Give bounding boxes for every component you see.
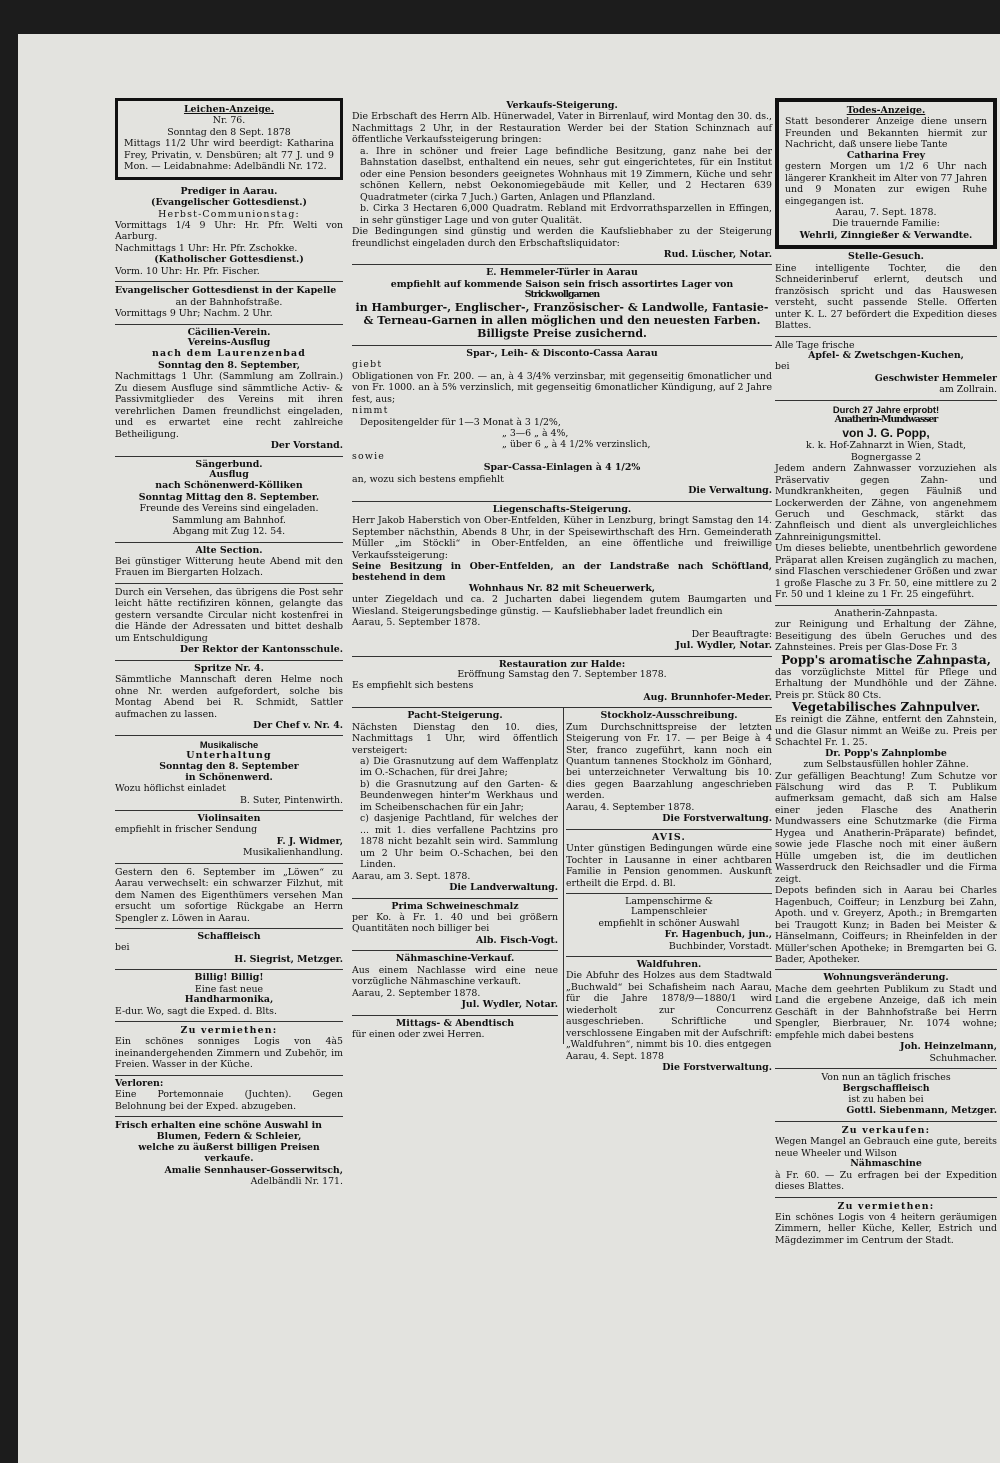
liegen-ad bbox=[352, 502, 772, 657]
naeh-sign: Jul. Wydler, Notar. bbox=[461, 999, 558, 1011]
leichen-no: Nr. 76. bbox=[212, 115, 246, 127]
avis-ad bbox=[566, 830, 772, 894]
wohnung-sign2: Schuhmacher. bbox=[929, 1052, 997, 1064]
evang-line2: Vormittags 9 Uhr; Nachm. 2 Uhr. bbox=[115, 308, 273, 320]
pacht-a: a) Die Grasnutzung auf dem Waffenplatz im O.-Schachen, für drei Jahre; bbox=[360, 756, 558, 779]
saenger-ad bbox=[115, 457, 343, 543]
miethen-title: Zu vermiethen: bbox=[837, 1200, 935, 1212]
stockholz-text: Zum Durchschnittspreise der letzten Steigerung von Fr. 17. — per Beige à 4 Ster, franco zugeführt, kann noch ein Quantum tannenes Stockholz im Gönhard, bei unterzeichneter Verwaltung bis 10. dies gegen Baarzahlung angeschrieben werden. bbox=[566, 721, 772, 802]
kuchen-sign2: am Zollrain. bbox=[939, 384, 997, 396]
wald-text: Die Abfuhr des Holzes aus dem Stadtwald „Buchwald“ bei Schafisheim nach Aarau, für die Jahre 1878/9—1880/1 wird wiederholt zur Concurrenz ausgeschrieben. Schriftliche und verschlossene Eingaben mit der Aufschrift: „Waldfuhren“, nimmt bis 10. dies entgegen bbox=[566, 970, 772, 1051]
liegen-sign0: Der Beauftragte: bbox=[691, 628, 772, 640]
vermieth-title: Zu vermiethen: bbox=[180, 1025, 278, 1036]
verloren-title: Verloren: bbox=[115, 1077, 164, 1089]
anatherin-title: Anatherin-Mundwasser bbox=[834, 414, 938, 426]
avis-text: Unter günstigen Bedingungen würde eine Tochter in Lausanne in einer achtbaren Familie in Pension genommen. Auskunft ertheilt die Erpd. d. Bl. bbox=[566, 843, 772, 889]
todes-place: Aarau, 7. Sept. 1878. bbox=[835, 206, 937, 218]
subcolumn-right bbox=[566, 708, 772, 1077]
todes-text: Statt besonderer Anzeige diene unsern Freunden und Bekannten hiermit zur Nachricht, daß unsere liebe Tante bbox=[785, 116, 987, 151]
liegen-text: Herr Jakob Haberstich von Ober-Entfelden, Küher in Lenzburg, bringt Samstag den 14. September nächsthin, Abends 8 Uhr, in der Speisewirthschaft des Hrn. Gemeinderath Müller „im Stöckli“ in Ober-Entfelden, an eine öffentliche und freiwillige Verkaufssteigerung: bbox=[352, 515, 772, 561]
caecilien-title2: Vereins-Ausflug bbox=[187, 337, 271, 349]
wohnung-ad bbox=[775, 970, 997, 1069]
schwein-sign: Alb. Fisch-Vogt. bbox=[476, 934, 558, 946]
pacht-text: Nächsten Dienstag den 10. dies, Nachmittags 1 Uhr, wird öffentlich versteigert: bbox=[352, 721, 558, 756]
verkaufen-text: Wegen Mangel an Gebrauch eine gute, bereits neue Wheeler und Wilson bbox=[775, 1136, 997, 1159]
spritze-title: Spritze Nr. 4. bbox=[194, 662, 264, 674]
blumen-pre: Frisch erhalten eine schöne Auswahl in bbox=[115, 1120, 322, 1132]
musik-title: Unterhaltung bbox=[186, 749, 272, 761]
musik-date: Sonntag den 8. September bbox=[159, 761, 299, 773]
prediger-line2: Vormittags 1/4 9 Uhr: Hr. Pfr. Welti von Aarburg. bbox=[115, 219, 343, 243]
schwein-ad bbox=[352, 899, 558, 952]
alte-text: Bei günstiger Witterung heute Abend mit den Frauen im Biergarten Holzach. bbox=[115, 556, 343, 579]
column-left bbox=[115, 98, 343, 1192]
subcolumn-left bbox=[352, 708, 564, 1044]
hemmeler-big: Strickwollgarnen bbox=[524, 289, 600, 301]
evang-ad bbox=[115, 282, 343, 324]
stelle-ad bbox=[775, 249, 997, 336]
blumen-text: welche zu äußerst billigen Preisen verkaufe. bbox=[138, 1141, 320, 1165]
verkauf-tail: Die Bedingungen sind günstig und werden die Kaufsliebhaber zu der Steigerung freundlichst eingeladen durch den Erbschaftsliquidator: bbox=[352, 226, 772, 249]
stockholz-place: Aarau, 4. September 1878. bbox=[566, 801, 695, 813]
saenger-title: Sängerbund. bbox=[195, 458, 263, 470]
spritze-text: Sämmtliche Mannschaft deren Helme noch ohne Nr. werden aufgefordert, solche bis Montag Abend bei R. Schmidt, Sattler aufmachen zu lassen. bbox=[115, 674, 343, 720]
prediger-sub2: (Katholischer Gottesdienst.) bbox=[154, 254, 304, 266]
mittag-title: Mittags- & Abendtisch bbox=[395, 1017, 515, 1029]
caecilien-ad bbox=[115, 325, 343, 457]
pacht-b: b) die Grasnutzung auf den Garten- & Beundenwegen hinter'm Werkhaus und im Scheibenschachen für ein Jahr; bbox=[360, 778, 558, 813]
musik-pre: Musikalische bbox=[199, 739, 259, 751]
musik-place: in Schönenwerd. bbox=[185, 771, 273, 783]
liegen-place: Aarau, 5. September 1878. bbox=[352, 617, 481, 629]
kuchen-pre: Alle Tage frische bbox=[775, 339, 855, 351]
berg-title: Bergschaffleisch bbox=[842, 1082, 930, 1094]
violin-text: empfiehlt in frischer Sendung bbox=[115, 824, 258, 836]
violin-sign2: Musikalienhandlung. bbox=[242, 847, 343, 859]
paste-text2: das vorzüglichste Mittel für Pflege und Erhaltung der Mundhöhle und der Zähne. Preis pr. Stück 80 Cts. bbox=[775, 666, 997, 701]
miethen-text: Ein schönes Logis von 4 heitern geräumigen Zimmern, heller Küche, Keller, Estrich und Mägdezimmer im Centrum der Stadt. bbox=[775, 1212, 997, 1246]
spar-giebt: giebt bbox=[352, 359, 383, 371]
blumen-title: Blumen, Federn & Schleier, bbox=[156, 1130, 302, 1142]
verkauf-b: b. Cirka 3 Hectaren 6,000 Quadratm. Rebland mit Erdvorrathsparzellen in Effingen, in sehr günstiger Lage und von guter Qualität. bbox=[360, 203, 772, 226]
column-right bbox=[775, 98, 997, 1250]
lampen-text: empfiehlt in schöner Auswahl bbox=[598, 917, 740, 929]
stelle-text: Eine intelligente Tochter, die den Schneiderinberuf erlernt, deutsch und französisch spricht und das Hauswesen versteht, sucht passende Stelle. Offerten unter K. L. 27 befördert die Expedition dieses Blattes. bbox=[775, 262, 997, 332]
liegen-text2: Seine Besitzung in Ober-Entfelden, an der Landstraße nach Schöftland, bestehend in dem bbox=[352, 561, 772, 584]
evang-line1: an der Bahnhofstraße. bbox=[175, 296, 283, 308]
liegen-big: Wohnhaus Nr. 82 mit Scheuerwerk, bbox=[468, 582, 656, 594]
prediger-sub: (Evangelischer Gottesdienst.) bbox=[151, 197, 307, 209]
liegen-title: Liegenschafts-Steigerung. bbox=[492, 503, 632, 515]
violin-ad bbox=[115, 811, 343, 864]
prediger-ad bbox=[115, 184, 343, 283]
todes-title: Todes-Anzeige. bbox=[846, 105, 926, 116]
saenger-date: Sonntag Mittag den 8. September. bbox=[138, 491, 320, 503]
restauration-sign: Aug. Brunnhofer-Meder. bbox=[643, 691, 772, 703]
spar-tail: an, wozu sich bestens empfiehlt bbox=[352, 473, 504, 485]
todes-sign0: Die trauernde Familie: bbox=[832, 218, 940, 230]
todes-text2: gestern Morgen um 1/2 6 Uhr nach längerer Krankheit im Alter von 77 Jahren und 9 Monaten zur ewigen Ruhe eingegangen ist. bbox=[785, 161, 987, 207]
anatherin-sub: k. k. Hof-Zahnarzt in Wien, Stadt, Bognergasse 2 bbox=[806, 440, 966, 463]
schaf-title: Schaffleisch bbox=[197, 931, 261, 943]
pacht-place: Aarau, am 3. Sept. 1878. bbox=[352, 870, 471, 882]
prediger-line4: Vorm. 10 Uhr: Hr. Pfr. Fischer. bbox=[115, 265, 260, 277]
kuchen-title: Apfel- & Zwetschgen-Kuchen, bbox=[808, 350, 964, 361]
wald-sign: Die Forstverwaltung. bbox=[662, 1062, 772, 1074]
caecilien-sign: Der Vorstand. bbox=[270, 440, 343, 452]
stelle-title: Stelle-Gesuch. bbox=[848, 251, 924, 263]
hut-ad bbox=[115, 864, 343, 929]
anatherin-von: von J. G. Popp, bbox=[842, 425, 930, 440]
kuchen-sign: Geschwister Hemmeler bbox=[874, 372, 997, 384]
alte-section-ad bbox=[115, 543, 343, 584]
wald-ad bbox=[566, 957, 772, 1078]
spar-ad bbox=[352, 346, 772, 502]
spar-nimmt: nimmt bbox=[352, 405, 389, 417]
todes-sign: Wehrli, Zinngießer & Verwandte. bbox=[799, 229, 973, 241]
verkauf-ad bbox=[352, 98, 772, 265]
prediger-title: Prediger in Aarau. bbox=[180, 185, 278, 197]
caecilien-sub: nach dem Laurenzenbad bbox=[151, 348, 307, 360]
saenger-title2: Ausflug bbox=[209, 468, 249, 480]
saenger-l3: Abgang mit Zug 12. 54. bbox=[172, 526, 286, 538]
liegen-text3: unter Ziegeldach und ca. 2 Jucharten dabei liegendem gutem Baumgarten und Wiesland. Steigerungsbedinge günstig. — Kaufsliebhaber ladet freundlich ein bbox=[352, 594, 772, 617]
verkaufen-ad bbox=[775, 1122, 997, 1198]
verkauf-title: Verkaufs-Steigerung. bbox=[506, 100, 618, 111]
spar-dep3: „ über 6 „ à 4 1/2% verzinslich, bbox=[502, 439, 651, 451]
column-middle bbox=[352, 98, 772, 1074]
caecilien-date: Sonntag den 8. September, bbox=[157, 359, 301, 371]
berg-sign: Gottl. Siebenmann, Metzger. bbox=[846, 1105, 997, 1117]
musik-sign: B. Suter, Pintenwirth. bbox=[239, 794, 343, 806]
stockholz-sign: Die Forstverwaltung. bbox=[662, 813, 772, 825]
paste-text6: Depots befinden sich in Aarau bei Charles Hagenbuch, Coiffeur; in Lenzburg bei Zahn, Apoth. und v. Greyerz, Apoth.; in Bremgarten bei Traugott Kunz; in Baden bei Meister & Hänselmann, Coiffeurs; in Rheinfelden in der Müller'schen Apotheke; in Bremgarten bei G. Bader, Apotheker. bbox=[775, 885, 997, 965]
verloren-ad bbox=[115, 1076, 343, 1117]
anatherin-text2: Um dieses beliebte, unentbehrlich gewordene Präparat allen Kreisen zugänglich zu machen, sind Flaschen verschiedener Größen und zwar 1 große Flasche zu 3 Fr. 50, eine mittlere zu 2 Fr. 50 und 1 kleine zu 1 Fr. 25 eingeführt. bbox=[775, 543, 997, 601]
restauration-sub: Eröffnung Samstag den 7. September 1878. bbox=[457, 668, 667, 680]
caecilien-text: Nachmittags 1 Uhr. (Sammlung am Zollrain.) Zu diesem Ausfluge sind sämmtliche Activ- & Passivmitglieder des Vereins mit ihren verehrlichen Damen freundlichst eingeladen, und es erwartet eine recht zahlreiche Betheiligung. bbox=[115, 371, 343, 440]
blumen-sign: Amalie Sennhauser-Gosserwitsch, bbox=[164, 1164, 343, 1176]
lampen-ad bbox=[566, 894, 772, 957]
wald-place: Aarau, 4. Sept. 1878 bbox=[566, 1050, 664, 1062]
naeh-ad bbox=[352, 951, 558, 1015]
leichen-anzeige bbox=[115, 98, 343, 180]
paste-title: Anatherin-Zahnpasta. bbox=[834, 607, 938, 619]
vermieth-text: Ein schönes sonniges Logis von 4à5 ineinandergehenden Zimmern und Zubehör, im Freien. Wasser in der Küche. bbox=[115, 1036, 343, 1071]
billig-title: Billig! Billig! bbox=[194, 972, 264, 984]
wohnung-text: Mache dem geehrten Publikum zu Stadt und Land die ergebene Anzeige, daß ich mein Geschäft in der Bahnhofstraße bei Herrn Spengler, Bierbrauer, Nr. 1074 wohne; empfehle mich dabei bestens bbox=[775, 983, 997, 1041]
stockholz-title: Stockholz-Ausschreibung. bbox=[600, 710, 738, 722]
musik-text: Wozu höflichst einladet bbox=[115, 783, 226, 795]
pacht-c: c) dasjenige Pachtland, für welches der ... mit 1. dies verfallene Pachtzins pro 1878 nicht bezahlt sein wird. Sammlung um 2 Uhr beim O.-Schachen, bei den Linden. bbox=[360, 813, 558, 871]
leichen-date: Sonntag den 8 Sept. 1878 bbox=[167, 126, 291, 138]
verkauf-sign: Rud. Lüscher, Notar. bbox=[663, 248, 772, 260]
berg-text: ist zu haben bei bbox=[848, 1093, 924, 1105]
lampen-title: Lampenschirme & bbox=[625, 896, 713, 908]
violin-title: Violinsaiten bbox=[197, 813, 261, 824]
anatherin-ad bbox=[775, 401, 997, 606]
schaf-sign: H. Siegrist, Metzger. bbox=[234, 953, 343, 965]
lampen-sign2: Buchbinder, Vorstadt. bbox=[668, 940, 772, 952]
lampen-title2: Lampenschleier bbox=[631, 906, 707, 918]
verkaufen-title: Zu verkaufen: bbox=[841, 1124, 931, 1136]
leichen-title: Leichen-Anzeige. bbox=[183, 104, 275, 115]
spar-dep2: „ 3—6 „ à 4%, bbox=[502, 427, 569, 439]
billig-ad bbox=[115, 970, 343, 1022]
verloren-text: Eine Portemonnaie (Juchten). Gegen Belohnung bei der Exped. abzugeben. bbox=[115, 1089, 343, 1112]
naeh-place: Aarau, 2. September 1878. bbox=[352, 987, 481, 999]
kuchen-ad bbox=[775, 337, 997, 401]
spar-title: Spar-, Leih- & Disconto-Cassa Aarau bbox=[466, 347, 658, 359]
schaf-text: bei bbox=[115, 942, 130, 954]
verkauf-a: a. Ihre in schöner und freier Lage befindliche Besitzung, ganz nahe bei der Bahnstation daselbst, enthaltend ein neues, sehr gut eingerichtetes, für ein Institut oder eine Pension besonders geeignetes Wohnhaus mit 19 Zimmern, Küche und sehr schönen Kellern, nebst Oekonomiegebäude mit Keller, und 2 Hectaren 639 Quadratmeter (cirka 7 Juch.) Garten, Anlagen und Pflanzland. bbox=[360, 145, 772, 203]
mittag-text: für einen oder zwei Herren. bbox=[352, 1028, 485, 1040]
spar-dep1: Depositengelder für 1—3 Monat à 3 1/2%, bbox=[360, 416, 561, 428]
verkaufen-big: Nähmaschine bbox=[850, 1158, 922, 1170]
hut-text: Gestern den 6. September im „Löwen“ zu Aarau verwechselt: ein schwarzer Filzhut, mit dem Namen des Eigenthümers versehen Man ersucht um sofortige Rückgabe an Herrn Spengler z. Löwen in Aarau. bbox=[115, 866, 343, 924]
paste-text3: Es reinigt die Zähne, entfernt den Zahnstein, und die Glasur nimmt an Weiße zu. Preis per Schachtel Fr. 1. 25. bbox=[775, 714, 997, 749]
spar-sign: Die Verwaltung. bbox=[688, 485, 772, 497]
avis-title: AVIS. bbox=[652, 831, 686, 843]
billig-text: E-dur. Wo, sagt die Exped. d. Blts. bbox=[115, 1005, 277, 1017]
paste-text4: zum Selbstausfüllen hohler Zähne. bbox=[803, 759, 969, 771]
naeh-text: Aus einem Nachlasse wird eine neue vorzügliche Nähmaschine verkauft. bbox=[352, 964, 558, 988]
pacht-ad bbox=[352, 708, 558, 898]
hemmeler-title: E. Hemmeler-Türler in Aarau bbox=[486, 267, 638, 279]
violin-sign: F. J. Widmer, bbox=[276, 835, 343, 847]
saenger-l2: Sammlung am Bahnhof. bbox=[172, 514, 286, 526]
berg-pre: Von nun an täglich frisches bbox=[821, 1072, 951, 1084]
hemmeler-text: in Hamburger-, Englischer-, Französischer- & Landwolle, Fantasie- & Terneau-Garnen in allen möglichen und den neuesten Farben. bbox=[355, 300, 769, 327]
anatherin-pre: Durch 27 Jahre erprobt! bbox=[832, 403, 940, 415]
leichen-text: Mittags 11/2 Uhr wird beerdigt: Katharina Frey, Privatin, v. Densbüren; alt 77 J. und 9 Mon. — Leidabnahme: Adelbändli Nr. 172. bbox=[124, 138, 334, 173]
anatherin-text: Jedem andern Zahnwasser vorzuziehen als Präservativ gegen Zahn- und Mundkrankheiten, gegen Fäulniß und Lockerwerden der Zähne, von angenehmem Geruch und Geschmack, stärkt das Zahnfleisch und dient als unvergleichliches Zahnreinigungsmittel. bbox=[775, 463, 997, 543]
pacht-sign: Die Landverwaltung. bbox=[449, 882, 558, 894]
naeh-title: Nähmaschine-Verkauf. bbox=[395, 953, 515, 965]
kuchen-text: bei bbox=[775, 361, 790, 373]
caecilien-title: Cäcilien-Verein. bbox=[187, 326, 271, 338]
blumen-ad bbox=[115, 1117, 343, 1192]
paste-t2: Popp's aromatische Zahnpasta, bbox=[781, 652, 991, 667]
versehen-ad bbox=[115, 584, 343, 661]
paste-ad bbox=[775, 606, 997, 971]
paste-text: zur Reinigung und Erhaltung der Zähne, Beseitigung des übeln Geruches und des Zahnsteines. Preis per Glas-Dose Fr. 3 bbox=[775, 619, 997, 654]
verkaufen-text2: à Fr. 60. — Zu erfragen bei der Expedition dieses Blattes. bbox=[775, 1169, 997, 1193]
hemmeler-sub: empfiehlt auf kommende Saison sein frisch assortirtes Lager von bbox=[390, 278, 734, 290]
wohnung-title: Wohnungsveränderung. bbox=[823, 972, 949, 984]
billig-title2: Handharmonika, bbox=[184, 994, 274, 1006]
todes-name: Catharina Frey bbox=[846, 149, 926, 161]
schwein-text: per Ko. à Fr. 1. 40 und bei größern Quantitäten noch billiger bei bbox=[352, 911, 558, 935]
versehen-sign: Der Rektor der Kantonsschule. bbox=[179, 644, 343, 656]
evang-title: Evangelischer Gottesdienst in der Kapelle bbox=[115, 285, 337, 297]
wohnung-sign: Joh. Heinzelmann, bbox=[900, 1041, 997, 1053]
blumen-sign2: Adelbändli Nr. 171. bbox=[250, 1176, 343, 1188]
restauration-title: Restauration zur Halde: bbox=[498, 658, 626, 670]
lampen-sign: Fr. Hagenbuch, jun., bbox=[664, 929, 772, 941]
saenger-sub: nach Schönenwerd-Kölliken bbox=[155, 480, 303, 492]
newspaper-page bbox=[18, 34, 1000, 1463]
saenger-l1: Freunde des Vereins sind eingeladen. bbox=[139, 503, 319, 515]
wald-title: Waldfuhren. bbox=[636, 959, 702, 971]
versehen-text: Durch ein Versehen, das übrigens die Post sehr leicht hätte rectifiziren können, gelangte das gestern versandte Circular nicht kostenfrei in die Hände der Adressaten und bittet deshalb um Entschuldigung bbox=[115, 586, 343, 644]
mittag-ad bbox=[352, 1016, 558, 1045]
verkauf-intro: Die Erbschaft des Herrn Alb. Hünerwadel, Vater in Birrenlauf, wird Montag den 30. ds., Nachmittags 2 Uhr, in der Restauration Werder bei der Station Schinznach auf öffentliche Verkaufssteigerung bringen: bbox=[352, 111, 772, 146]
paste-text5: Zur gefälligen Beachtung! Zum Schutze vor Fälschung wird das P. T. Publikum aufmerksam gemacht, daß sich am Halse einer jeden Flasche des Anatherin Mundwassers eine Schutzmarke (die Firma Hygea und Anatherin-Präparate) befindet, sowie jede Flasche noch mit einer äußern Hülle umgeben ist, die im deutlichen Wasserdruck den Reichsadler und die Firma zeigt. bbox=[775, 770, 997, 885]
stockholz-ad bbox=[566, 708, 772, 830]
musik-ad bbox=[115, 736, 343, 811]
berg-ad bbox=[775, 1069, 997, 1122]
prediger-line1: Herbst-Communionstag: bbox=[158, 208, 300, 220]
vermieth-ad bbox=[115, 1022, 343, 1076]
restauration-text: Es empfiehlt sich bestens bbox=[352, 680, 474, 692]
schwein-title: Prima Schweineschmalz bbox=[391, 900, 519, 912]
billig-sub: Eine fast neue bbox=[194, 983, 264, 995]
hemmeler-ad bbox=[352, 265, 772, 345]
pacht-title: Pacht-Steigerung. bbox=[407, 710, 503, 722]
liegen-sign: Jul. Wydler, Notar. bbox=[675, 640, 772, 652]
alte-title: Alte Section. bbox=[195, 544, 263, 556]
spritze-ad bbox=[115, 661, 343, 737]
prediger-line3: Nachmittags 1 Uhr: Hr. Pfr. Zschokke. bbox=[115, 242, 298, 254]
spar-sowie: sowie bbox=[352, 450, 386, 462]
restauration-ad bbox=[352, 657, 772, 709]
spar-obl: Obligationen von Fr. 200. — an, à 4 3/4% verzinsbar, mit gegenseitig 6monatlicher und von Fr. 1000. an à 5% verzinslich, mit gegenseitig 6monatlicher Kündigung, auf 2 Jahre fest, aus; bbox=[352, 370, 772, 405]
miethen-ad bbox=[775, 1198, 997, 1251]
hemmeler-tail: Billigste Preise zusichernd. bbox=[477, 327, 647, 341]
paste-t3: Vegetabilisches Zahnpulver. bbox=[791, 700, 981, 715]
schaf-ad bbox=[115, 929, 343, 970]
paste-t4: Dr. Popp's Zahnplombe bbox=[825, 747, 947, 759]
todes-anzeige bbox=[775, 98, 997, 249]
spar-einl: Spar-Cassa-Einlagen à 4 1/2% bbox=[483, 462, 641, 474]
spritze-sign: Der Chef v. Nr. 4. bbox=[253, 719, 343, 731]
